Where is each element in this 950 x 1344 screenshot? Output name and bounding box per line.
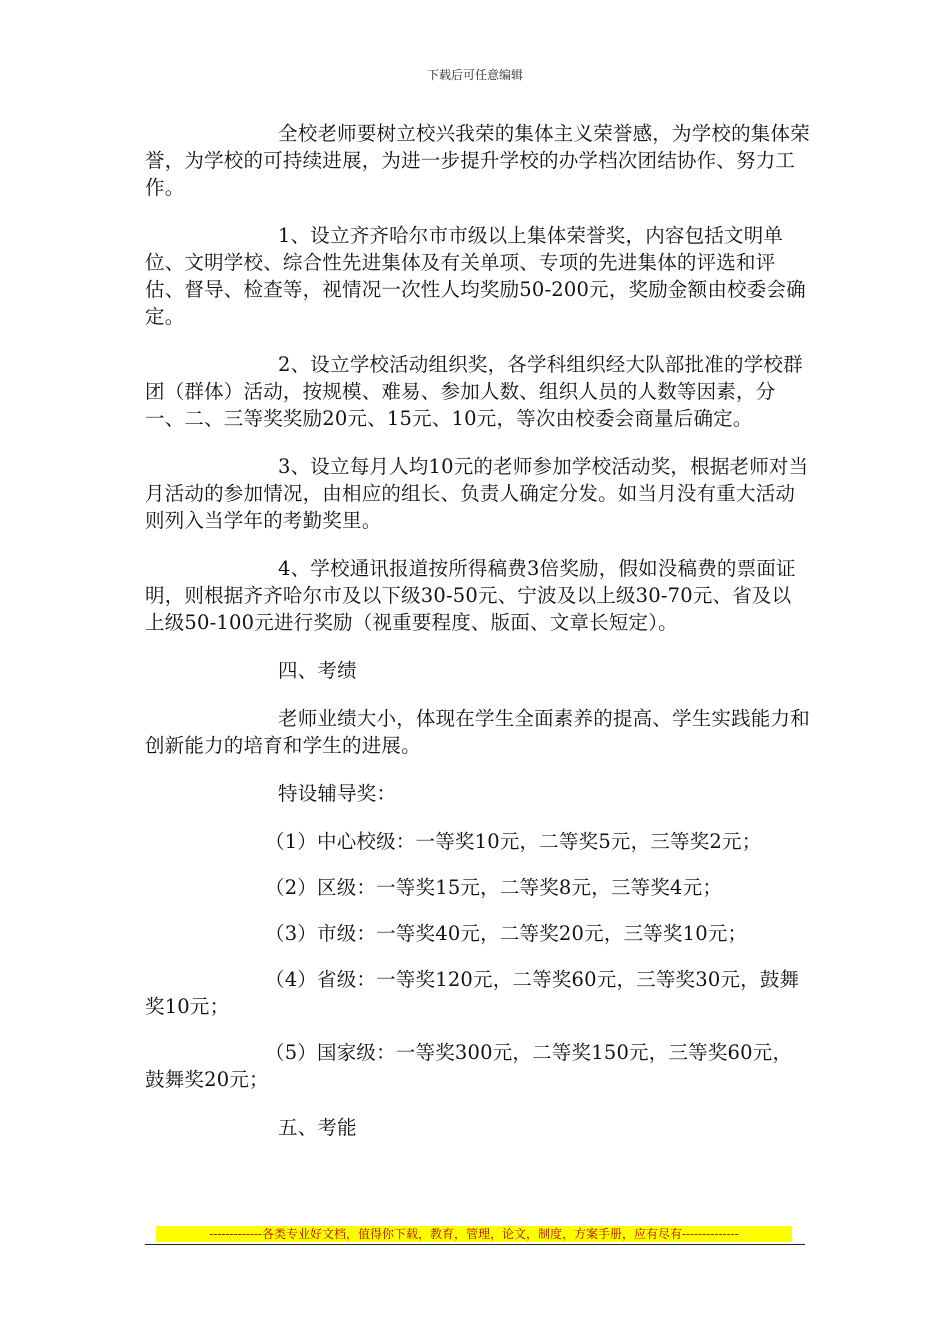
award-level-1: （1）中心校级：一等奖10元，二等奖5元，三等奖2元； bbox=[265, 830, 762, 853]
paragraph-item-1: 1、设立齐齐哈尔市市级以上集体荣誉奖，内容包括文明单位、文明学校、综合性先进集体及有关单项、专项的先进集体的评选和评估、督导、检查等，视情况一次性人均奖励50-200元，奖励金额由校委会确定。 bbox=[145, 224, 806, 328]
section-heading-kaoneng: 五、考能 bbox=[278, 1116, 357, 1139]
paragraph-item-2: 2、设立学校活动组织奖，各学科组织经大队部批准的学校群团（群体）活动，按规模、难易、参加人数、组织人员的人数等因素，分一、二、三等奖奖励20元、15元、10元，等次由校委会商量后确定。 bbox=[145, 353, 803, 430]
paragraph-intro: 全校老师要树立校兴我荣的集体主义荣誉感，为学校的集体荣誉，为学校的可持续进展，为进一步提升学校的办学档次团结协作、努力工作。 bbox=[145, 122, 810, 199]
award-level-3: （3）市级：一等奖40元，二等奖20元，三等奖10元； bbox=[265, 922, 748, 945]
document-body bbox=[145, 120, 810, 1141]
award-level-2: （2）区级：一等奖15元，二等奖8元，三等奖4元； bbox=[265, 876, 723, 899]
page-header: 下载后可任意编辑 bbox=[426, 68, 523, 82]
award-level-4: （4）省级：一等奖120元，二等奖60元，三等奖30元，鼓舞奖10元； bbox=[145, 968, 800, 1018]
section-heading-kaoji: 四、考绩 bbox=[278, 659, 357, 682]
paragraph-special-award: 特设辅导奖： bbox=[278, 782, 397, 805]
paragraph-item-4: 4、学校通讯报道按所得稿费3倍奖励，假如没稿费的票面证明，则根据齐齐哈尔市及以下级30-50元、宁波及以上级30-70元、省及以上级50-100元进行奖励（视重要程度、版面、文章长短定）。 bbox=[145, 557, 796, 634]
footer-divider bbox=[145, 1244, 805, 1245]
paragraph-performance: 老师业绩大小，体现在学生全面素养的提高、学生实践能力和创新能力的培育和学生的进展。 bbox=[145, 707, 810, 757]
footer-banner: -------------各类专业好文档，值得你下载，教育，管理，论文，制度，方案手册，应有尽有-------------- bbox=[156, 1226, 792, 1242]
award-level-5: （5）国家级：一等奖300元，二等奖150元，三等奖60元，鼓舞奖20元； bbox=[145, 1041, 793, 1091]
paragraph-item-3: 3、设立每月人均10元的老师参加学校活动奖，根据老师对当月活动的参加情况，由相应的组长、负责人确定分发。如当月没有重大活动则列入当学年的考勤奖里。 bbox=[145, 455, 809, 532]
